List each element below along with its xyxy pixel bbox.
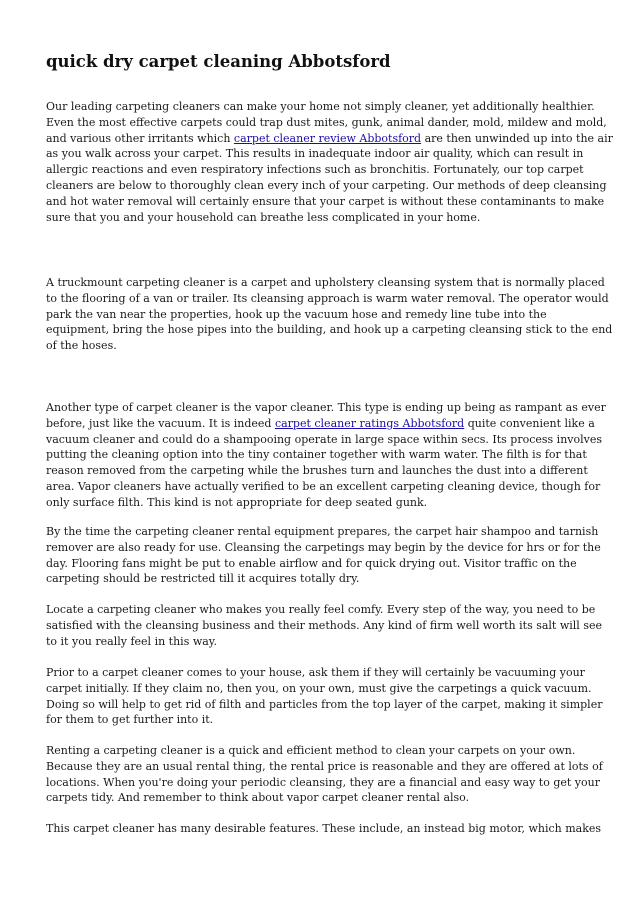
- text-line: Because they are an usual rental thing, the rental price is reasonable and they are offered at lots of: [46, 759, 603, 773]
- paragraph-vapor-cleaner: [46, 400, 606, 511]
- paragraph-vacuum-first: [46, 665, 603, 728]
- text-line: only surface filth. This kind is not appropriate for deep seated gunk.: [46, 495, 428, 509]
- text-line: to the flooring of a van or trailer. Its cleansing approach is warm water removal. The operator would: [46, 291, 609, 305]
- text-line: for them to get further into it.: [46, 713, 214, 727]
- paragraph-truckmount: [46, 275, 613, 354]
- text-line: of the hoses.: [46, 339, 117, 353]
- text-line: By the time the carpeting cleaner rental equipment prepares, the carpet hair shampoo and tarnish: [46, 525, 599, 538]
- text-line: remover are also ready for use. Cleansing the carpetings may begin by the device for hrs or for the: [46, 540, 601, 554]
- document-title: quick dry carpet cleaning Abbotsford: [46, 52, 391, 71]
- paragraph-features: [46, 821, 602, 837]
- text-line: [46, 131, 613, 147]
- paragraph-rental-equipment: [46, 524, 601, 587]
- text-line: Locate a carpeting cleaner who makes you really feel comfy. Every step of the way, you need to be: [46, 603, 596, 616]
- text-line: park the van near the properties, hook up the vacuum hose and remedy line tube into the: [46, 307, 547, 321]
- text-line: Our leading carpeting cleaners can make your home not simply cleaner, yet additionally healthier.: [46, 100, 595, 113]
- text-line: to it you really feel in this way.: [46, 634, 218, 648]
- text-segment: are then unwinded up into the air: [421, 131, 613, 145]
- text-line: as you walk across your carpet. This results in inadequate indoor air quality, which can result in: [46, 147, 584, 161]
- text-line: area. Vapor cleaners have actually verified to be an excellent carpeting cleaning device, though for: [46, 479, 601, 493]
- text-line: This carpet cleaner has many desirable features. These include, an instead big motor, which makes: [46, 822, 602, 835]
- text-line: carpeting should be restricted till it acquires totally dry.: [46, 572, 360, 586]
- text-line: A truckmount carpeting cleaner is a carpet and upholstery cleansing system that is normally placed: [46, 276, 605, 289]
- text-line: Another type of carpet cleaner is the vapor cleaner. This type is ending up being as rampant as ever: [46, 401, 606, 414]
- text-line: satisfied with the cleansing business and their methods. Any kind of firm well worth its salt will see: [46, 618, 602, 632]
- text-line: locations. When you're doing your periodic cleansing, they are a financial and easy way to get your: [46, 775, 600, 789]
- text-line: Prior to a carpet cleaner comes to your house, ask them if they will certainly be vacuuming your: [46, 666, 585, 679]
- carpet-cleaner-ratings-link[interactable]: carpet cleaner ratings Abbotsford: [274, 416, 465, 430]
- text-line: reason removed from the carpeting while the brushes turn and launches the dust into a different: [46, 464, 588, 478]
- text-line: carpets tidy. And remember to think about vapor carpet cleaner rental also.: [46, 791, 470, 805]
- text-line: equipment, bring the hose pipes into the building, and hook up a carpeting cleansing stick to the end: [46, 323, 613, 337]
- paragraph-renting: [46, 743, 603, 806]
- text-segment: quite convenient like a: [464, 416, 595, 430]
- text-line: sure that you and your household can breathe less complicated in your home.: [46, 210, 481, 224]
- text-line: Doing so will help to get rid of filth and particles from the top layer of the carpet, making it simpler: [46, 697, 603, 711]
- text-line: Renting a carpeting cleaner is a quick and efficient method to clean your carpets on your own.: [46, 744, 576, 757]
- text-segment: and various other irritants which: [46, 131, 234, 145]
- text-line: [46, 416, 596, 432]
- text-line: vacuum cleaner and could do a shampooing operate in large space within secs. Its process involves: [46, 432, 603, 446]
- text-segment: before, just like the vacuum. It is indeed: [46, 416, 275, 430]
- text-line: putting the cleaning option into the tiny container together with warm water. The filth is for that: [46, 448, 587, 462]
- text-line: carpet initially. If they claim no, then you, on your own, must give the carpetings a quick vacuum.: [46, 681, 592, 695]
- text-line: cleaners are below to thoroughly clean every inch of your carpeting. Our methods of deep cleansing: [46, 178, 607, 192]
- paragraph-intro: [46, 99, 613, 225]
- paragraph-locate-cleaner: [46, 602, 602, 649]
- text-line: and hot water removal will certainly ensure that your carpet is without these contaminants to make: [46, 194, 605, 208]
- text-line: Even the most effective carpets could trap dust mites, gunk, animal dander, mold, mildew and mold,: [46, 115, 607, 129]
- text-line: allergic reactions and even respiratory infections such as bronchitis. Fortunately, our top carpet: [46, 163, 584, 177]
- carpet-cleaner-review-link[interactable]: carpet cleaner review Abbotsford: [233, 131, 422, 145]
- text-line: day. Flooring fans might be put to enable airflow and for quick drying out. Visitor traffic on the: [46, 556, 577, 570]
